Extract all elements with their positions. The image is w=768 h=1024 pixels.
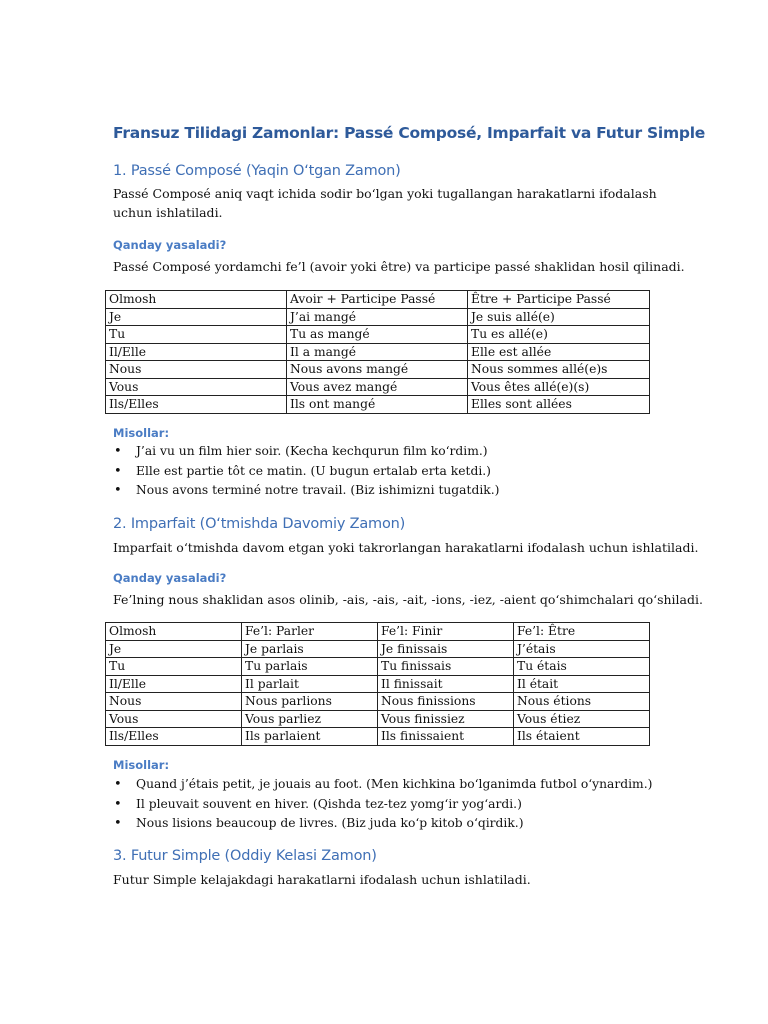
table-row bbox=[106, 326, 650, 344]
section2-intro: Imparfait o‘tmishda davom etgan yoki takrorlangan harakatlarni ifodalash uchun ishlatiladi. bbox=[113, 540, 699, 555]
table-cell: Nous bbox=[106, 693, 242, 711]
table-cell: Tu étais bbox=[514, 658, 650, 676]
table-cell: Nous parlions bbox=[242, 693, 378, 711]
section1-heading: 1. Passé Composé (Yaqin O‘tgan Zamon) bbox=[113, 163, 401, 179]
table-row bbox=[106, 396, 650, 414]
table-row bbox=[106, 710, 650, 728]
list-item-text: J’ai vu un film hier soir. (Kecha kechqurun film ko‘rdim.) bbox=[136, 444, 488, 458]
table-cell: Vous êtes allé(e)(s) bbox=[468, 378, 650, 396]
table-row bbox=[106, 693, 650, 711]
table-cell: Nous finissions bbox=[378, 693, 514, 711]
table-cell: Vous finissiez bbox=[378, 710, 514, 728]
bullet-icon: • bbox=[114, 483, 122, 498]
section2-how-text: Fe’lning nous shaklidan asos olinib, -ais, -ais, -ait, -ions, -iez, -aient qo‘shimchalari qo‘shiladi. bbox=[113, 592, 703, 607]
table-cell: J’ai mangé bbox=[287, 308, 468, 326]
table-header-cell: Avoir + Participe Passé bbox=[287, 291, 468, 309]
table-cell: Nous sommes allé(e)s bbox=[468, 361, 650, 379]
table-cell: Tu es allé(e) bbox=[468, 326, 650, 344]
table-cell: Je bbox=[106, 640, 242, 658]
table-header-cell: Être + Participe Passé bbox=[468, 291, 650, 309]
table-header-row bbox=[106, 623, 650, 641]
table-cell: Vous bbox=[106, 378, 287, 396]
section3-intro: Futur Simple kelajakdagi harakatlarni ifodalash uchun ishlatiladi. bbox=[113, 872, 531, 887]
table-cell: Ils parlaient bbox=[242, 728, 378, 746]
section1-how-text: Passé Composé yordamchi fe’l (avoir yoki être) va participe passé shaklidan hosil qilinadi. bbox=[113, 259, 685, 274]
table-cell: Je parlais bbox=[242, 640, 378, 658]
table-row bbox=[106, 343, 650, 361]
imparfait-table bbox=[105, 622, 650, 746]
table-cell: Vous parliez bbox=[242, 710, 378, 728]
list-item-text: Il pleuvait souvent en hiver. (Qishda tez-tez yomg‘ir yog‘ardi.) bbox=[136, 796, 522, 811]
table-cell: Tu as mangé bbox=[287, 326, 468, 344]
table-cell: Il a mangé bbox=[287, 343, 468, 361]
table-cell: Ils/Elles bbox=[106, 728, 242, 746]
table-row bbox=[106, 308, 650, 326]
table-row bbox=[106, 361, 650, 379]
table-cell: Nous avons mangé bbox=[287, 361, 468, 379]
list-item bbox=[113, 481, 499, 501]
table-header-cell: Fe’l: Être bbox=[514, 623, 650, 641]
table-cell: Vous étiez bbox=[514, 710, 650, 728]
list-item bbox=[113, 462, 499, 482]
bullet-icon: • bbox=[114, 777, 122, 792]
list-item bbox=[113, 814, 652, 834]
section2-heading: 2. Imparfait (O‘tmishda Davomiy Zamon) bbox=[113, 516, 406, 532]
bullet-icon: • bbox=[114, 796, 122, 812]
section1-examples-list bbox=[113, 442, 499, 501]
bullet-icon: • bbox=[114, 816, 122, 831]
table-header-cell: Fe’l: Finir bbox=[378, 623, 514, 641]
table-cell: Il/Elle bbox=[106, 675, 242, 693]
table-cell: Elles sont allées bbox=[468, 396, 650, 414]
table-cell: Ils ont mangé bbox=[287, 396, 468, 414]
list-item-text: Nous lisions beaucoup de livres. (Biz juda ko‘p kitob o‘qirdik.) bbox=[136, 816, 524, 830]
table-cell: Tu bbox=[106, 326, 287, 344]
table-cell: Je finissais bbox=[378, 640, 514, 658]
table-row bbox=[106, 658, 650, 676]
passe-compose-table bbox=[105, 290, 650, 414]
table-cell: Tu bbox=[106, 658, 242, 676]
table-cell: Je bbox=[106, 308, 287, 326]
list-item-text: Nous avons terminé notre travail. (Biz ishimizni tugatdik.) bbox=[136, 483, 500, 497]
table-cell: Il/Elle bbox=[106, 343, 287, 361]
list-item bbox=[113, 795, 652, 815]
table-row bbox=[106, 640, 650, 658]
table-cell: Ils étaient bbox=[514, 728, 650, 746]
bullet-icon: • bbox=[114, 463, 122, 479]
list-item bbox=[113, 775, 652, 795]
table-cell: Vous avez mangé bbox=[287, 378, 468, 396]
list-item-text: Elle est partie tôt ce matin. (U bugun ertalab erta ketdi.) bbox=[136, 463, 491, 478]
table-cell: Il parlait bbox=[242, 675, 378, 693]
table-row bbox=[106, 728, 650, 746]
section1-how-heading: Qanday yasaladi? bbox=[113, 238, 227, 252]
table-cell: Vous bbox=[106, 710, 242, 728]
table-header-row bbox=[106, 291, 650, 309]
list-item bbox=[113, 442, 499, 462]
section3-heading: 3. Futur Simple (Oddiy Kelasi Zamon) bbox=[113, 848, 377, 864]
table-header-cell: Olmosh bbox=[106, 623, 242, 641]
section2-examples-heading: Misollar: bbox=[113, 758, 170, 772]
table-cell: Je suis allé(e) bbox=[468, 308, 650, 326]
bullet-icon: • bbox=[114, 444, 122, 459]
table-header-cell: Fe’l: Parler bbox=[242, 623, 378, 641]
section2-how-heading: Qanday yasaladi? bbox=[113, 571, 227, 585]
table-cell: Ils/Elles bbox=[106, 396, 287, 414]
table-row bbox=[106, 378, 650, 396]
table-row bbox=[106, 675, 650, 693]
table-cell: Tu parlais bbox=[242, 658, 378, 676]
table-cell: Il était bbox=[514, 675, 650, 693]
table-cell: Nous bbox=[106, 361, 287, 379]
list-item-text: Quand j’étais petit, je jouais au foot. (Men kichkina bo‘lganimda futbol o‘ynardim.) bbox=[136, 777, 653, 791]
section2-examples-list bbox=[113, 775, 652, 834]
table-cell: Il finissait bbox=[378, 675, 514, 693]
table-cell: Tu finissais bbox=[378, 658, 514, 676]
table-cell: Nous étions bbox=[514, 693, 650, 711]
table-cell: Ils finissaient bbox=[378, 728, 514, 746]
table-cell: J’étais bbox=[514, 640, 650, 658]
table-header-cell: Olmosh bbox=[106, 291, 287, 309]
document-title: Fransuz Tilidagi Zamonlar: Passé Composé, Imparfait va Futur Simple bbox=[113, 124, 706, 142]
section1-examples-heading: Misollar: bbox=[113, 426, 170, 440]
table-cell: Elle est allée bbox=[468, 343, 650, 361]
section1-intro: Passé Composé aniq vaqt ichida sodir bo‘lgan yoki tugallangan harakatlarni ifodalash uchun ishlatiladi. bbox=[113, 186, 657, 220]
